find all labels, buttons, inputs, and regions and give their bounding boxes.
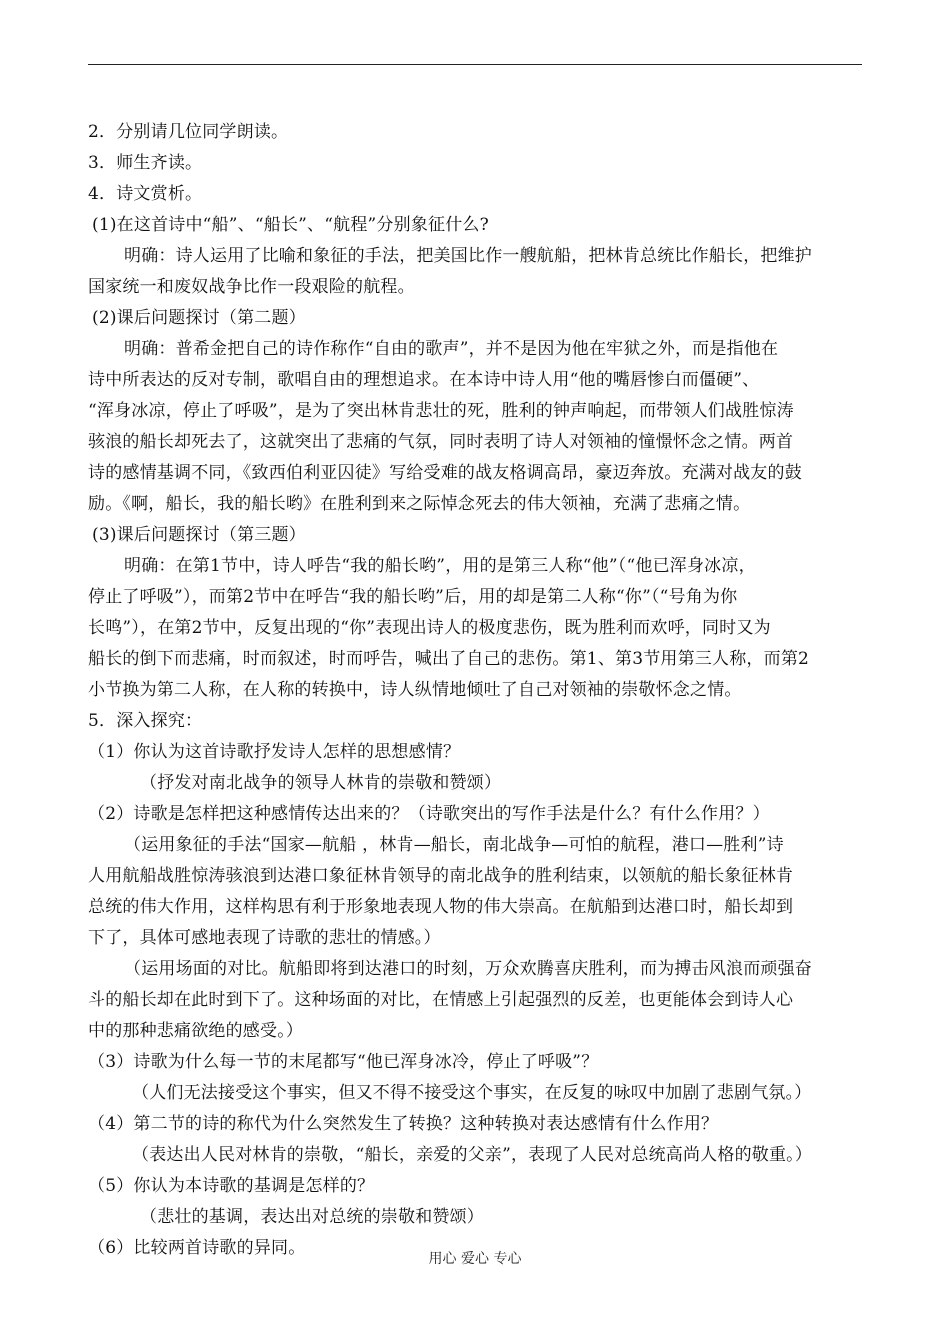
text-line: （3）诗歌为什么每一节的末尾都写“他已浑身冰冷，停止了呼吸”？ [88,1052,599,1072]
text-line: 明确：诗人运用了比喻和象征的手法，把美国比作一艘航船，把林肯总统比作船长，把维护 [124,246,812,266]
text-line: （2）诗歌是怎样把这种感情传达出来的？（诗歌突出的写作手法是什么？有什么作用？） [88,804,770,824]
text-line: (1)在这首诗中“船”、“船长”、“航程”分别象征什么? [92,215,489,235]
text-line: (2)课后问题探讨（第二题） [92,308,306,328]
text-line: 3．师生齐读。 [88,153,203,173]
text-line: 长鸣”），在第2节中，反复出现的“你”表现出诗人的极度悲伤，既为胜利而欢呼，同时又为 [88,618,771,638]
text-line: （抒发对南北战争的领导人林肯的崇敬和赞颂） [140,773,502,793]
document-body [88,117,866,1264]
text-line: (3)课后问题探讨（第三题） [92,525,306,545]
text-line: （5）你认为本诗歌的基调是怎样的？ [88,1176,375,1196]
text-line: 下了，具体可感地表现了诗歌的悲壮的情感。） [88,928,441,948]
text-line: “浑身冰凉，停止了呼吸”，是为了突出林肯悲壮的死，胜利的钟声响起，而带领人们战胜惊涛 [88,401,794,421]
text-line: 5．深入探究： [88,711,203,731]
text-line: （运用场面的对比。航船即将到达港口的时刻，万众欢腾喜庆胜利，而为搏击风浪而顽强奋 [124,959,812,979]
text-line: 小节换为第二人称，在人称的转换中，诗人纵情地倾吐了自己对领袖的崇敬怀念之情。 [88,680,742,700]
text-line: 诗的感情基调不同，《致西伯利亚囚徒》写给受难的战友格调高昂，豪迈奔放。充满对战友的鼓 [88,463,802,483]
text-line: （4）第二节的诗的称代为什么突然发生了转换？这种转换对表达感情有什么作用？ [88,1114,719,1134]
text-line: （6）比较两首诗歌的异同。 [88,1238,306,1258]
text-line: （1）你认为这首诗歌抒发诗人怎样的思想感情？ [88,742,461,762]
page-footer: 用心 爱心 专心 [428,1251,522,1267]
text-line: 斗的船长却在此时到下了。这种场面的对比，在情感上引起强烈的反差，也更能体会到诗人心 [88,990,794,1010]
text-line: （人们无法接受这个事实，但又不得不接受这个事实，在反复的咏叹中加剧了悲剧气氛。） [132,1083,812,1103]
text-line: （运用象征的手法“国家—航船 ，林肯—船长，南北战争—可怕的航程，港口—胜利”诗 [124,835,784,855]
text-line: 诗中所表达的反对专制，歌唱自由的理想追求。在本诗中诗人用“他的嘴唇惨白而僵硬”、 [88,370,760,390]
text-line: 2．分别请几位同学朗读。 [88,122,289,142]
text-line: 船长的倒下而悲痛，时而叙述，时而呼告，喊出了自己的悲伤。第1、第3节用第三人称，而第2 [88,649,810,669]
text-line: 总统的伟大作用，这样构思有利于形象地表现人物的伟大崇高。在航船到达港口时，船长却到 [88,897,794,917]
header-rule [88,64,862,65]
text-line: 人用航船战胜惊涛骇浪到达港口象征林肯领导的南北战争的胜利结束，以领航的船长象征林肯 [88,866,794,886]
text-line: 国家统一和废奴战争比作一段艰险的航程。 [88,277,415,297]
text-line: 骇浪的船长却死去了，这就突出了悲痛的气氛，同时表明了诗人对领袖的憧憬怀念之情。两首 [88,432,794,452]
text-line: 中的那种悲痛欲绝的感受。） [88,1021,304,1041]
text-line: （悲壮的基调，表达出对总统的崇敬和赞颂） [140,1207,484,1227]
text-line: 停止了呼吸”），而第2节中在呼告“我的船长哟”后，用的却是第二人称“你”（“号角为你 [88,587,738,607]
text-line: （表达出人民对林肯的崇敬，“船长，亲爱的父亲”，表现了人民对总统高尚人格的敬重。） [132,1145,813,1165]
text-line: 4．诗文赏析。 [88,184,203,204]
text-line: 明确：普希金把自己的诗作称作“自由的歌声”，并不是因为他在牢狱之外，而是指他在 [124,339,779,359]
text-line: 励。《啊，船长，我的船长哟》在胜利到来之际悼念死去的伟大领袖，充满了悲痛之情。 [88,494,751,514]
text-line: 明确：在第1节中，诗人呼告“我的船长哟”，用的是第三人称“他”（“他已浑身冰凉， [124,556,756,576]
